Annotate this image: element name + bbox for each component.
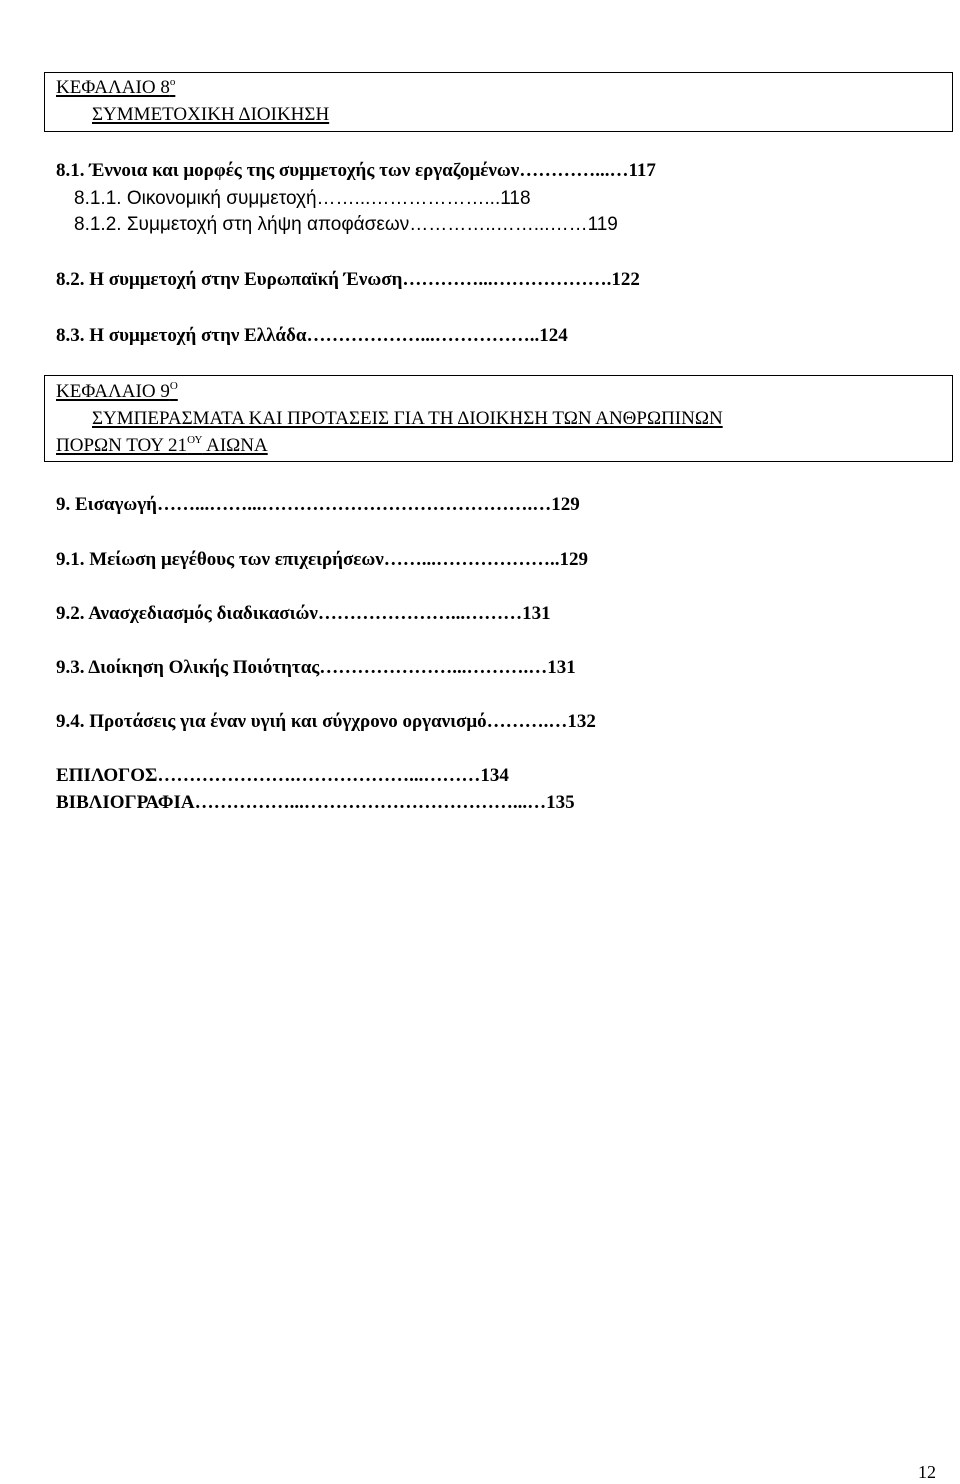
toc-entry-9: 9. Εισαγωγή……...……...…………………………………….…129 (56, 494, 580, 515)
toc-entry-9-4: 9.4. Προτάσεις για έναν υγιή και σύγχρονο οργανισμό……….…132 (56, 711, 596, 732)
toc-entry-9-2: 9.2. Ανασχεδιασμός διαδικασιών…………………...………131 (56, 603, 551, 624)
chapter-8-heading: ΚΕΦΑΛΑΙΟ $8^o$ (56, 76, 176, 98)
chapter-9-heading: ΚΕΦΑΛΑΙΟ $9^O$ (56, 380, 178, 402)
chapter-9-subtitle-line-2: ΠΟΡΩΝ ΤΟΥ $21^{O\Upsilon}$ ΑΙΩΝΑ (56, 434, 268, 456)
chapter-9-subtitle-line-1: ΣΥΜΠΕΡΑΣΜΑΤΑ ΚΑΙ ΠΡΟΤΑΣΕΙΣ ΓΙΑ ΤΗ ΔΙΟΙΚΗΣΗ ΤΩΝ ΑΝΘΡΩΠΙΝΩΝ (92, 408, 723, 429)
toc-entry-8-2: 8.2. Η συμμετοχή στην Ευρωπαϊκή Ένωση…………...……………….122 (56, 269, 640, 290)
toc-entry-9-1: 9.1. Μείωση μεγέθους των επιχειρήσεων……...………………..129 (56, 549, 589, 570)
toc-entry-8-1-2: 8.1.2. Συμμετοχή στη λήψη αποφάσεων…………..……...……119 (74, 214, 618, 235)
toc-entry-8-1-1: 8.1.1. Οικονομική συμμετοχή……...………………...118 (74, 188, 531, 209)
page-number: 12 (918, 1462, 936, 1482)
toc-entry-9-3: 9.3. Διοίκηση Ολικής Ποιότητας…………………...……….…131 (56, 657, 576, 678)
toc-entry-epilogue: ΕΠΙΛΟΓΟΣ………………….………………...………134 (56, 765, 509, 786)
toc-entry-bibliography: ΒΙΒΛΙΟΓΡΑΦΙΑ……………...……………………………...…135 (56, 792, 575, 813)
toc-entry-8-1: 8.1. Έννοια και μορφές της συμμετοχής των εργαζομένων…………...…117 (56, 160, 656, 181)
toc-entry-8-3: 8.3. Η συμμετοχή στην Ελλάδα………………...……………..124 (56, 325, 568, 346)
chapter-8-subtitle: ΣΥΜΜΕΤΟΧΙΚΗ ΔΙΟΙΚΗΣΗ (92, 104, 330, 125)
